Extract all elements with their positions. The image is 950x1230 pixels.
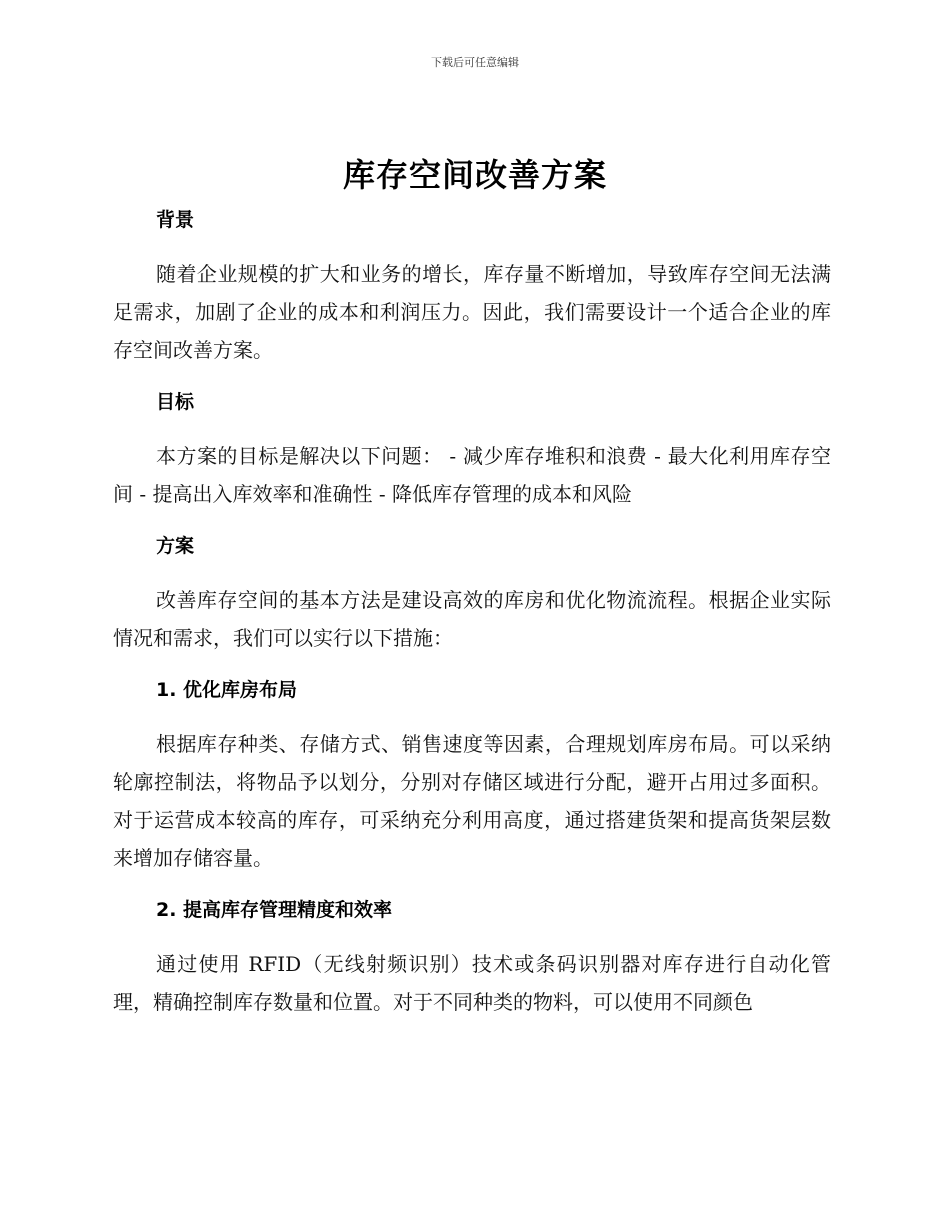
section-heading-layout: 1. 优化库房布局: [156, 679, 298, 701]
header-note: 下载后可任意编辑: [431, 56, 519, 69]
spacer: [113, 513, 831, 529]
spacer: [113, 419, 831, 437]
document-title: 库存空间改善方案: [342, 156, 607, 194]
section-text-plan: 改善库存空间的基本方法是建设高效的库房和优化物流流程。根据企业实际情况和需求，我们可以实行以下措施：: [113, 588, 831, 650]
spacer: [113, 563, 831, 581]
section-heading-goal: 目标: [156, 391, 195, 413]
spacer: [113, 877, 831, 893]
spacer: [113, 707, 831, 725]
spacer: [113, 237, 831, 255]
section-text-goal: 本方案的目标是解决以下问题： - 减少库存堆积和浪费 - 最大化利用库存空间 - 提高出入库效率和准确性 - 降低库存管理的成本和风险: [113, 444, 831, 506]
spacer: [113, 369, 831, 385]
section-heading-management: 2. 提高库存管理精度和效率: [156, 899, 393, 921]
section-text-management: 通过使用 RFID（无线射频识别）技术或条码识别器对库存进行自动化管理，精确控制库存数量和位置。对于不同种类的物料，可以使用不同颜色: [113, 952, 831, 1014]
section-text-background: 随着企业规模的扩大和业务的增长，库存量不断增加，导致库存空间无法满足需求，加剧了企业的成本和利润压力。因此，我们需要设计一个适合企业的库存空间改善方案。: [113, 262, 831, 362]
section-heading-background: 背景: [156, 209, 195, 231]
spacer: [113, 927, 831, 945]
section-text-layout: 根据库存种类、存储方式、销售速度等因素，合理规划库房布局。可以采纳轮廓控制法，将物品予以划分，分别对存储区域进行分配，避开占用过多面积。对于运营成本较高的库存，可采纳充分利用高度，通过搭建货架和提高货架层数来增加存储容量。: [113, 732, 831, 870]
document-body: [113, 203, 831, 1021]
spacer: [113, 657, 831, 673]
section-heading-plan: 方案: [156, 535, 195, 557]
